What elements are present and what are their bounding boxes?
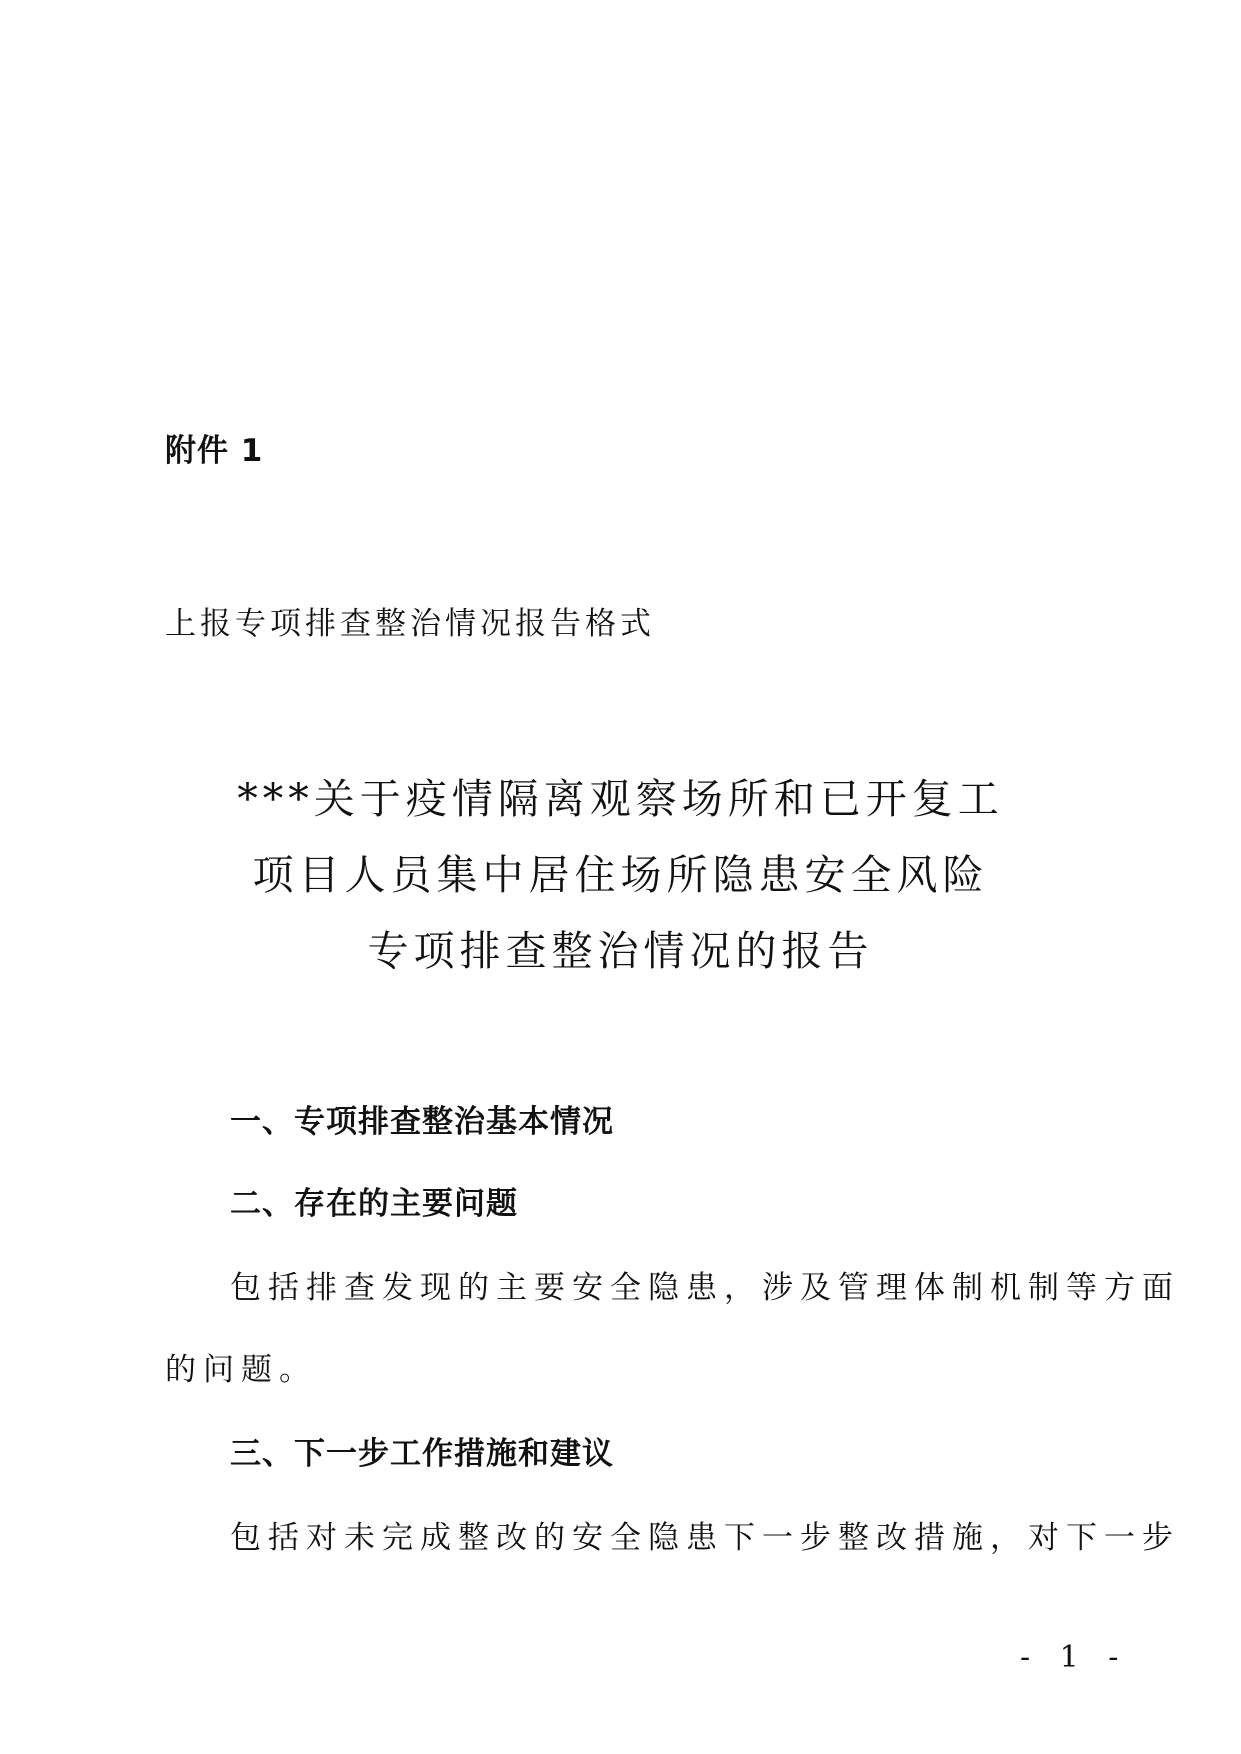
- attachment-label: 附件 1: [165, 433, 264, 469]
- section-1-heading: 一、专项排查整治基本情况: [230, 1104, 614, 1140]
- section-2-heading: 二、存在的主要问题: [230, 1186, 518, 1222]
- section-2-body-line-2: 的问题。: [165, 1352, 317, 1388]
- section-2-body-line-1: 包括排查发现的主要安全隐患，涉及管理体制机制等方面: [230, 1270, 1180, 1306]
- page-number: - 1 -: [1020, 1640, 1129, 1675]
- section-3-body-line-1: 包括对未完成整改的安全隐患下一步整改措施，对下一步: [230, 1520, 1180, 1556]
- report-title-line-3: 专项排查整治情况的报告: [367, 927, 874, 975]
- section-3-heading: 三、下一步工作措施和建议: [230, 1436, 614, 1472]
- report-title-line-1: ***关于疫情隔离观察场所和已开复工: [237, 775, 1004, 823]
- format-note: 上报专项排查整治情况报告格式: [165, 606, 655, 642]
- report-title-line-2: 项目人员集中居住场所隐患安全风险: [252, 851, 989, 899]
